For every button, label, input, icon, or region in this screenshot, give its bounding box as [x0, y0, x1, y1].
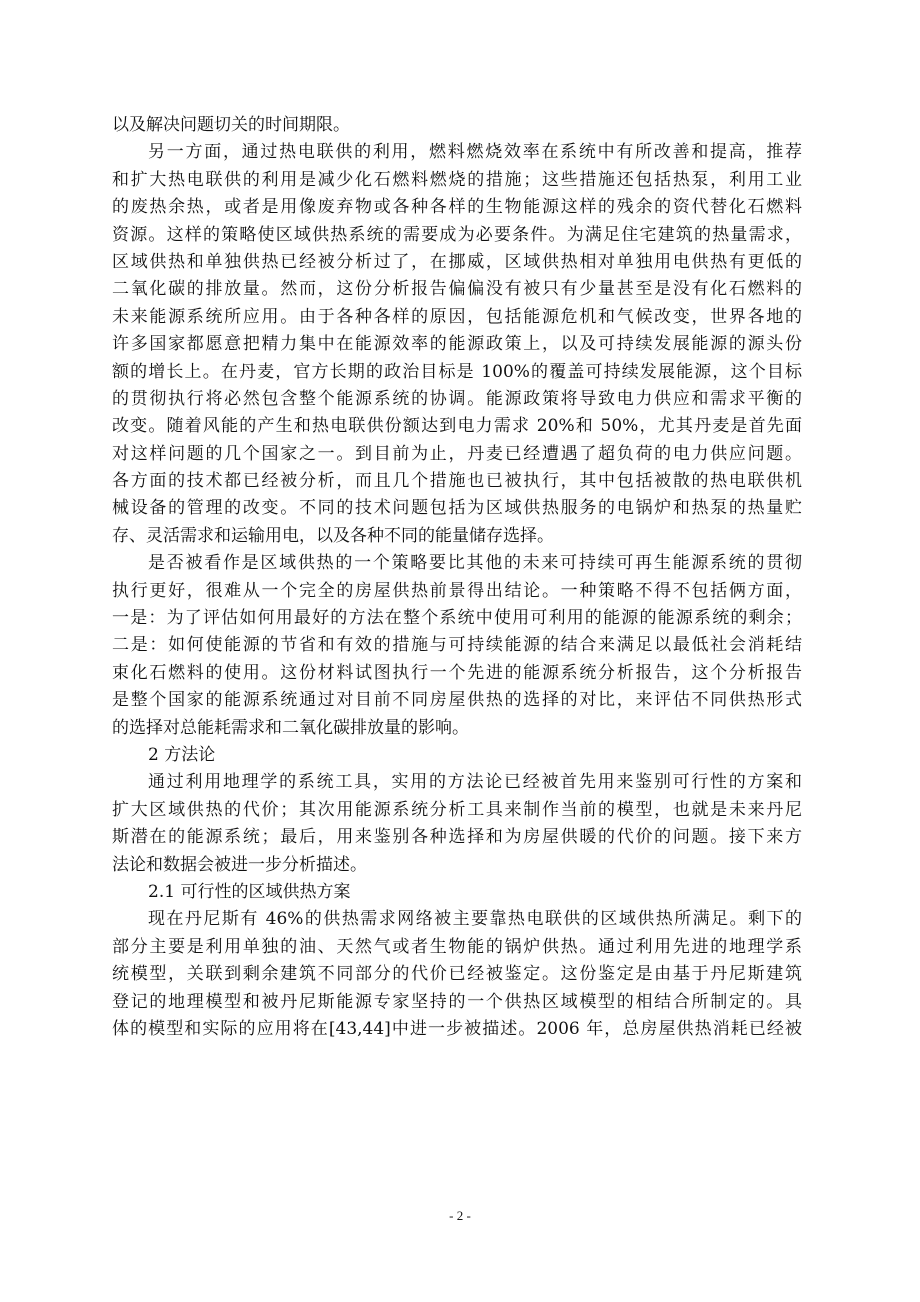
text-line: 各方面的技术都已经被分析，而且几个措施也已被执行，其中包括被散的热电联供机	[112, 471, 802, 492]
text-line: 执行更好，很难从一个完全的房屋供热前景得出结论。一种策略不得不包括俩方面，	[112, 580, 802, 601]
text-line: 以及解决问题切关的时间期限。	[112, 115, 350, 135]
text-line: 法论和数据会被进一步分析描述。	[112, 854, 367, 875]
text-line: 束化石燃料的使用。这份材料试图执行一个先进的能源系统分析报告，这个分析报告	[112, 662, 802, 683]
text-line: 现在丹尼斯有 46%的供热需求网络被主要靠热电联供的区域供热所满足。剩下的	[148, 909, 802, 930]
text-line: 资源。这样的策略使区域供热系统的需要成为必要条件。为满足住宅建筑的热量需求，	[112, 224, 802, 245]
text-line: 统模型，关联到剩余建筑不同部分的代价已经被鉴定。这份鉴定是由基于丹尼斯建筑	[112, 964, 802, 985]
text-line: 和扩大热电联供的利用是减少化石燃料燃烧的措施；这些措施还包括热泵，利用工业	[112, 169, 802, 190]
text-line: 二是：如何使能源的节省和有效的措施与可持续能源的结合来满足以最低社会消耗结	[112, 635, 802, 656]
text-line: 改变。随着风能的产生和热电联供份额达到电力需求 20%和 50%，尤其丹麦是首先面	[112, 416, 802, 437]
text-line: 二氧化碳的排放量。然而，这份分析报告偏偏没有被只有少量甚至是没有化石燃料的	[112, 279, 802, 300]
text-line: 械设备的管理的改变。不同的技术问题包括为区域供热服务的电锅炉和热泵的热量贮	[112, 498, 802, 519]
text-line: 另一方面，通过热电联供的利用，燃料燃烧效率在系统中有所改善和提高，推荐	[148, 142, 802, 163]
text-line: 是否被看作是区域供热的一个策略要比其他的未来可持续可再生能源系统的贯彻	[148, 553, 802, 574]
text-line: 对这样问题的几个国家之一。到目前为止，丹麦已经遭遇了超负荷的电力供应问题。	[112, 443, 802, 464]
text-line: 部分主要是利用单独的油、天然气或者生物能的锅炉供热。通过利用先进的地理学系	[112, 936, 802, 957]
text-line: 斯潜在的能源系统；最后，用来鉴别各种选择和为房屋供暖的代价的问题。接下来方	[112, 827, 802, 848]
text-line: 许多国家都愿意把精力集中在能源效率的能源政策上，以及可持续发展能源的源头份	[112, 334, 802, 355]
text-line: 区域供热和单独供热已经被分析过了，在挪威，区域供热相对单独用电供热有更低的	[112, 251, 802, 272]
text-line: 的选择对总能耗需求和二氧化碳排放量的影响。	[112, 717, 469, 738]
page-number: - 2 -	[449, 1208, 471, 1223]
document-body	[112, 112, 802, 1043]
subsection-heading: 2.1 可行性的区域供热方案	[148, 881, 351, 902]
text-line: 通过利用地理学的系统工具，实用的方法论已经被首先用来鉴别可行性的方案和	[148, 772, 802, 793]
text-line: 存、灵活需求和运输用电，以及各种不同的能量储存选择。	[112, 525, 554, 546]
text-line: 体的模型和实际的应用将在[43,44]中进一步被描述。2006 年，总房屋供热消耗已经被	[112, 1018, 802, 1039]
text-line: 登记的地理模型和被丹尼斯能源专家坚持的一个供热区域模型的相结合所制定的。具	[112, 991, 802, 1012]
section-heading: 2 方法论	[148, 744, 216, 765]
text-line: 未来能源系统所应用。由于各种各样的原因，包括能源危机和气候改变，世界各地的	[112, 306, 802, 327]
text-line: 一是：为了评估如何用最好的方法在整个系统中使用可利用的能源的能源系统的剩余；	[112, 608, 802, 629]
text-line: 的废热余热，或者是用像废弃物或各种各样的生物能源这样的残余的资代替化石燃料	[112, 197, 802, 218]
text-line: 的贯彻执行将必然包含整个能源系统的协调。能源政策将导致电力供应和需求平衡的	[112, 388, 802, 409]
text-line: 是整个国家的能源系统通过对目前不同房屋供热的选择的对比，来评估不同供热形式	[112, 690, 802, 711]
text-line: 扩大区域供热的代价；其次用能源系统分析工具来制作当前的模型，也就是未来丹尼	[112, 799, 802, 820]
text-line: 额的增长上。在丹麦，官方长期的政治目标是 100%的覆盖可持续发展能源，这个目标	[112, 361, 802, 382]
